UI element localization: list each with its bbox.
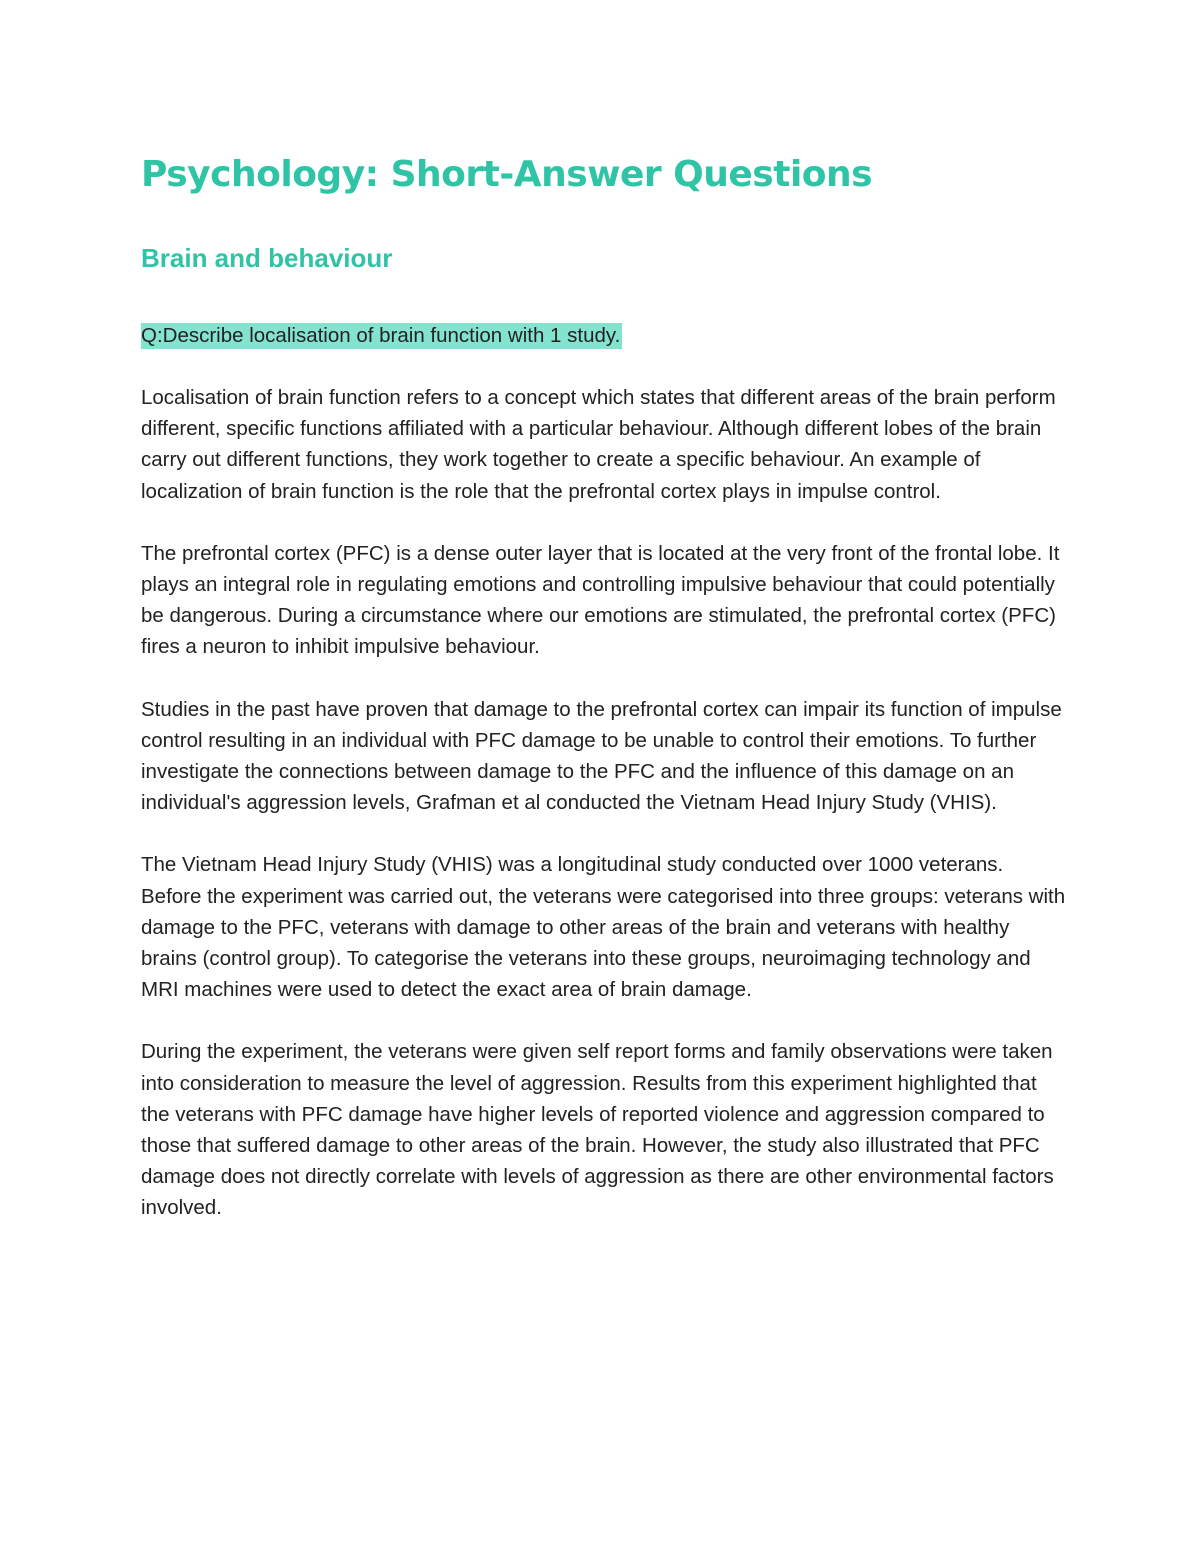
question-line: [141, 320, 1066, 351]
section-heading: Brain and behaviour: [141, 243, 393, 273]
paragraph-3: Studies in the past have proven that damage to the prefrontal cortex can impair its function of impulse control resulting in an individual with PFC damage to be unable to control their emotions. To further investigate the connections between damage to the PFC and the influence of this damage on an individual's aggression levels, Grafman et al conducted the Vietnam Head Injury Study (VHIS).: [141, 697, 1062, 815]
document-content: [141, 148, 1066, 1224]
paragraph-4: The Vietnam Head Injury Study (VHIS) was a longitudinal study conducted over 1000 veterans. Before the experiment was carried out, the veterans were categorised into three groups: veterans with damage to the PFC, veterans with damage to other areas of the brain and veterans with healthy brains (control group). To categorise the veterans into these groups, neuroimaging technology and MRI machines were used to detect the exact area of brain damage.: [141, 853, 1066, 1002]
question-highlight: Q:Describe localisation of brain function with 1 study.: [141, 324, 621, 347]
paragraph-1: Localisation of brain function refers to a concept which states that different areas of the brain perform different, specific functions affiliated with a particular behaviour. Although different lobes of the brain carry out different functions, they work together to create a specific behaviour. An example of localization of brain function is the role that the prefrontal cortex plays in impulse control.: [141, 386, 1056, 503]
paragraph-5: During the experiment, the veterans were given self report forms and family observations were taken into consideration to measure the level of aggression. Results from this experiment highlighted that the veterans with PFC damage have higher levels of reported violence and aggression compared to those that suffered damage to other areas of the brain. However, the study also illustrated that PFC damage does not directly correlate with levels of aggression as there are other environmental factors involved.: [141, 1040, 1054, 1220]
document-title: Psychology: Short-Answer Questions: [141, 154, 873, 195]
paragraph-2: The prefrontal cortex (PFC) is a dense outer layer that is located at the very front of the frontal lobe. It plays an integral role in regulating emotions and controlling impulsive behaviour that could potentially be dangerous. During a circumstance where our emotions are stimulated, the prefrontal cortex (PFC) fires a neuron to inhibit impulsive behaviour.: [141, 541, 1060, 659]
